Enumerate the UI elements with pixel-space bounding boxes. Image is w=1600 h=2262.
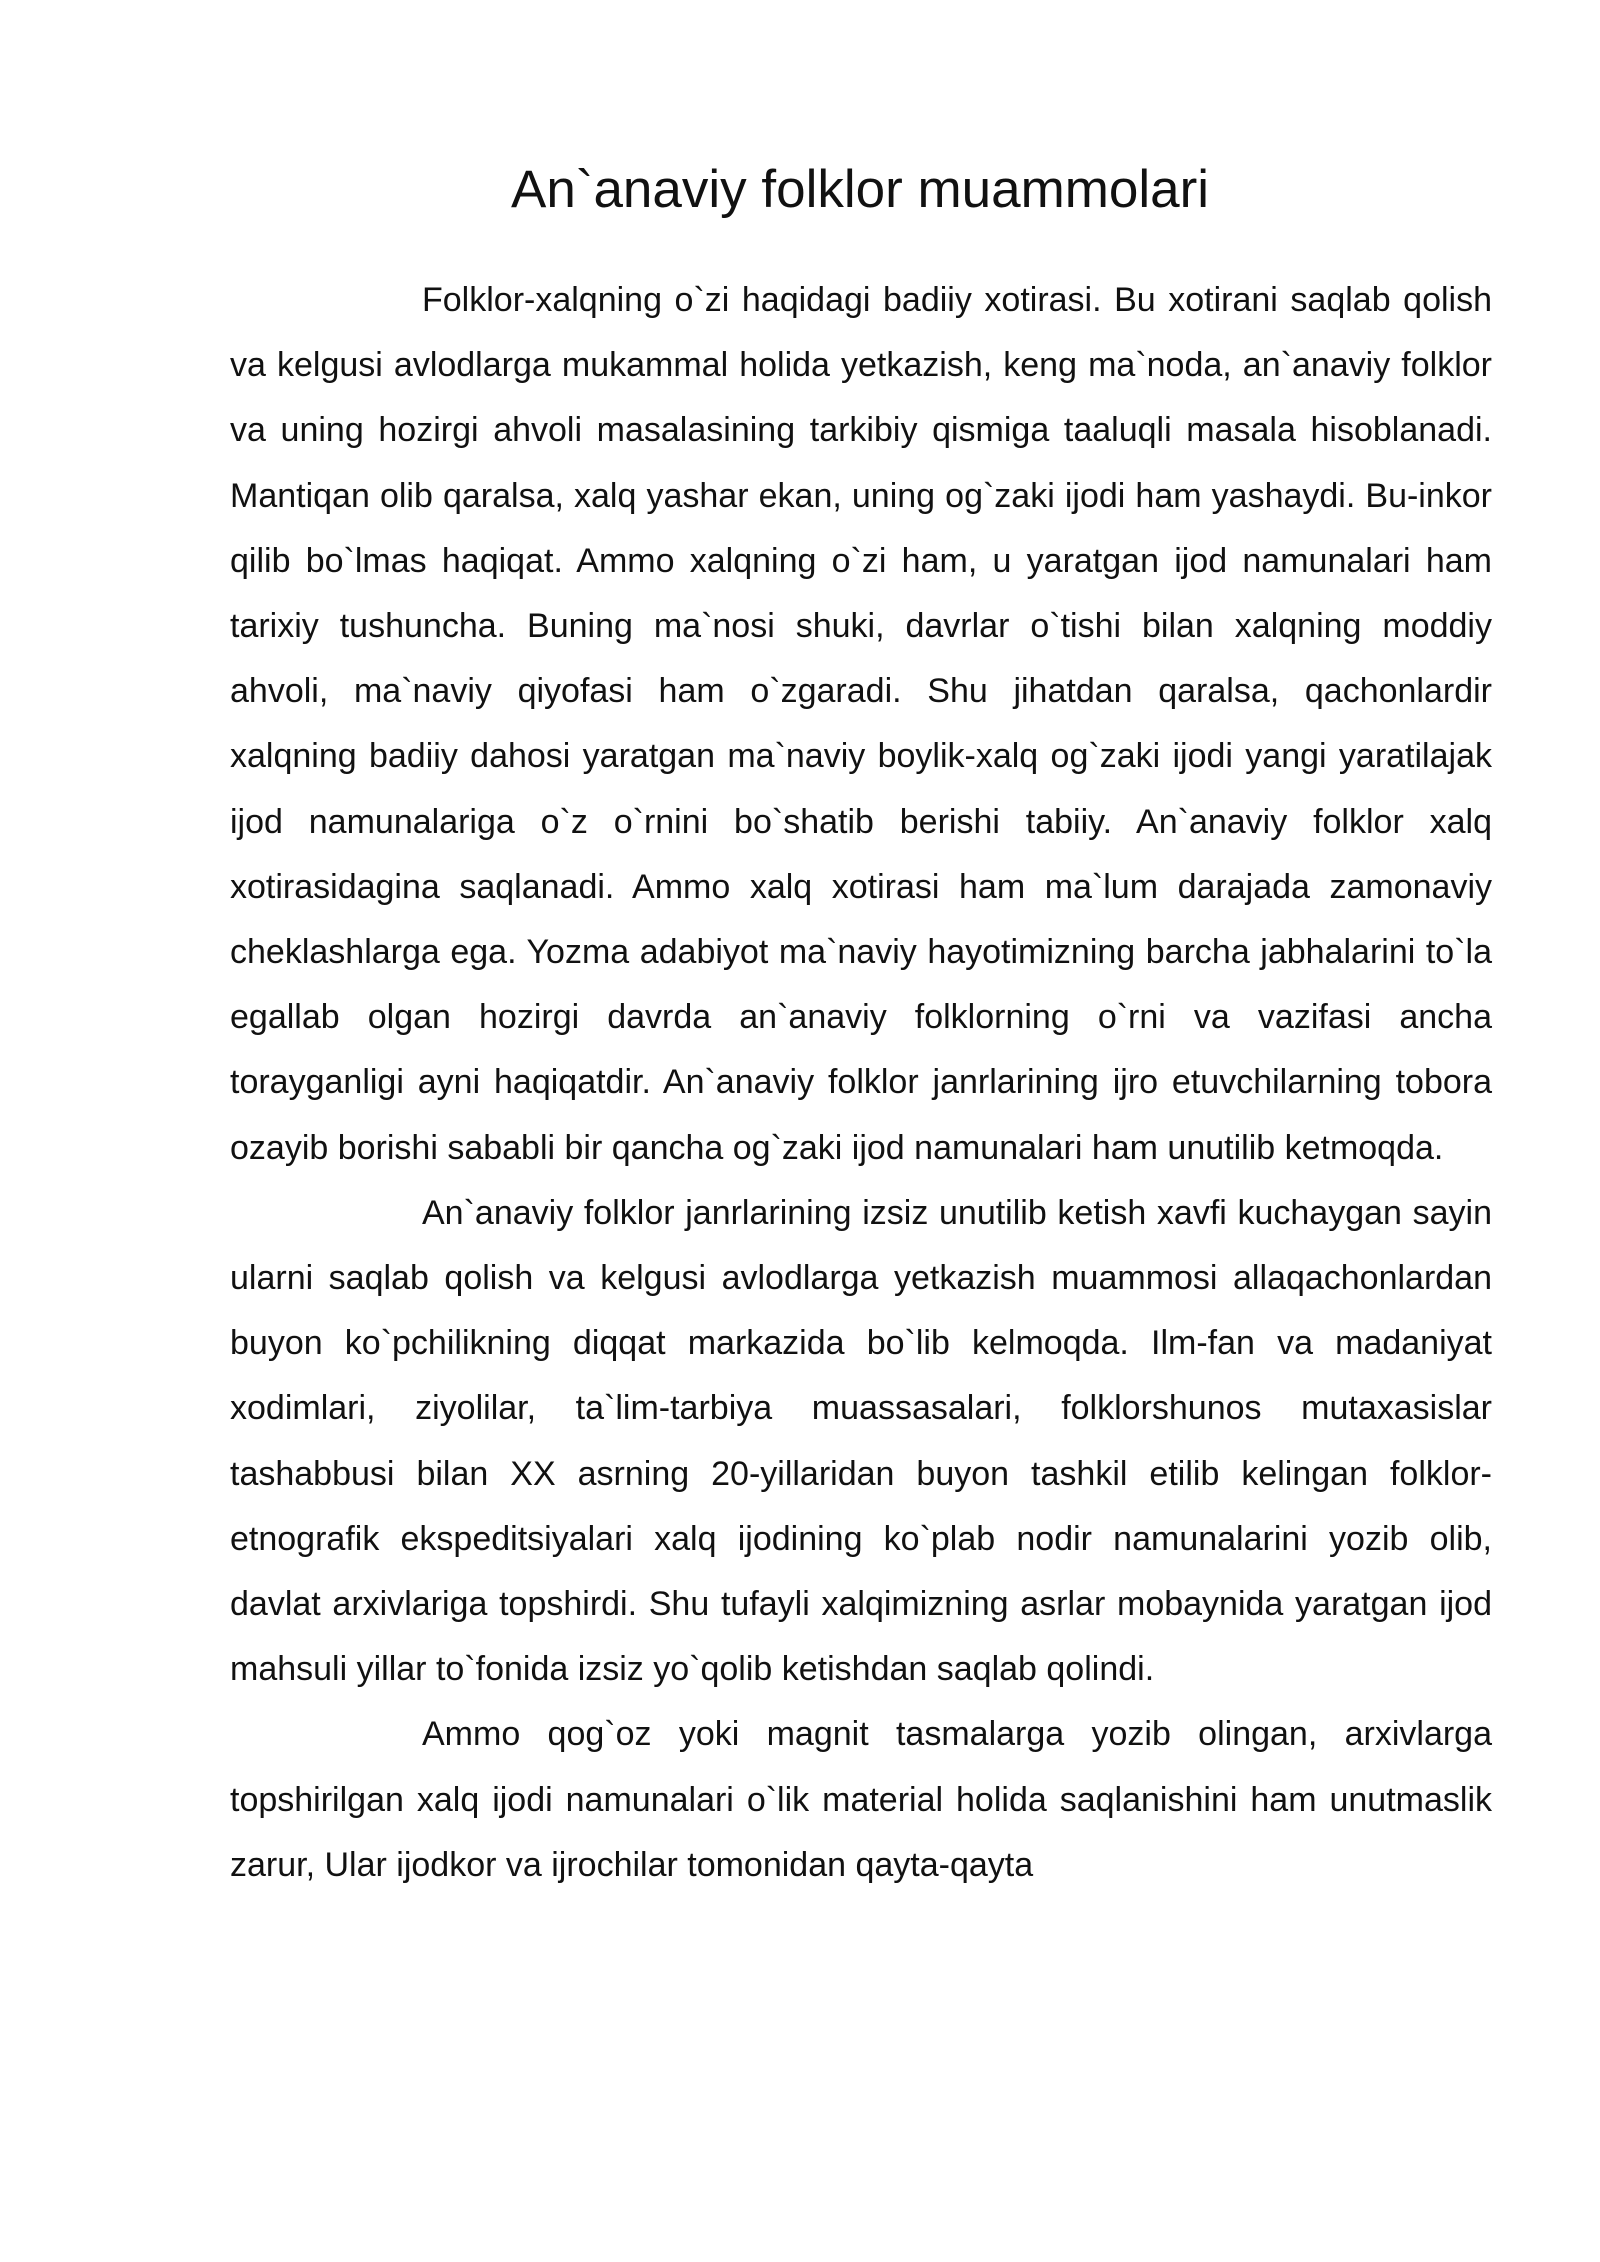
document-body bbox=[230, 268, 1492, 1898]
paragraph: Ammo qog`oz yoki magnit tasmalarga yozib olingan, arxivlarga topshirilgan xalq ijodi namunalari o`lik material holida saqlanishini ham unutmaslik zarur, Ular ijodkor va ijrochilar tomonidan qayta-qayta bbox=[230, 1715, 1492, 1884]
paragraph: Folklor-xalqning o`zi haqidagi badiiy xotirasi. Bu xotirani saqlab qolish va kelgusi avlodlarga mukammal holida yetkazish, keng ma`noda, an`anaviy folklor va uning hozirgi ahvoli masalasining tarkibiy qismiga taaluqli masala hisoblanadi. Mantiqan olib qaralsa, xalq yashar ekan, uning og`zaki ijodi ham yashaydi. Bu-inkor qilib bo`lmas haqiqat. Ammo xalqning o`zi ham, u yaratgan ijod namunalari ham tarixiy tushuncha. Buning ma`nosi shuki, davrlar o`tishi bilan xalqning moddiy ahvoli, ma`naviy qiyofasi ham o`zgaradi. Shu jihatdan qaralsa, qachonlardir xalqning badiiy dahosi yaratgan ma`naviy boylik-xalq og`zaki ijodi yangi yaratilajak ijod namunalariga o`z o`rnini bo`shatib berishi tabiiy. An`anaviy folklor xalq xotirasidagina saqlanadi. Ammo xalq xotirasi ham ma`lum darajada zamonaviy cheklashlarga ega. Yozma adabiyot ma`naviy hayotimizning barcha jabhalarini to`la egallab olgan hozirgi davrda an`anaviy folklorning o`rni va vazifasi ancha torayganligi ayni haqiqatdir. An`anaviy folklor janrlarining ijro etuvchilarning tobora ozayib borishi sababli bir qancha og`zaki ijod namunalari ham unutilib ketmoqda. bbox=[230, 281, 1492, 1167]
paragraph: An`anaviy folklor janrlarining izsiz unutilib ketish xavfi kuchaygan sayin ularni saqlab qolish va kelgusi avlodlarga yetkazish muammosi allaqachonlardan buyon ko`pchilikning diqqat markazida bo`lib kelmoqda. Ilm-fan va madaniyat xodimlari, ziyolilar, ta`lim-tarbiya muassasalari, folklorshunos mutaxasislar tashabbusi bilan XX asrning 20-yillaridan buyon tashkil etilib kelingan folklor-etnografik ekspeditsiyalari xalq ijodining ko`plab nodir namunalarini yozib olib, davlat arxivlariga topshirdi. Shu tufayli xalqimizning asrlar mobaynida yaratgan ijod mahsuli yillar to`fonida izsiz yo`qolib ketishdan saqlab qolindi. bbox=[230, 1193, 1492, 1689]
page-title: An`anaviy folklor muammolari bbox=[510, 160, 1210, 219]
